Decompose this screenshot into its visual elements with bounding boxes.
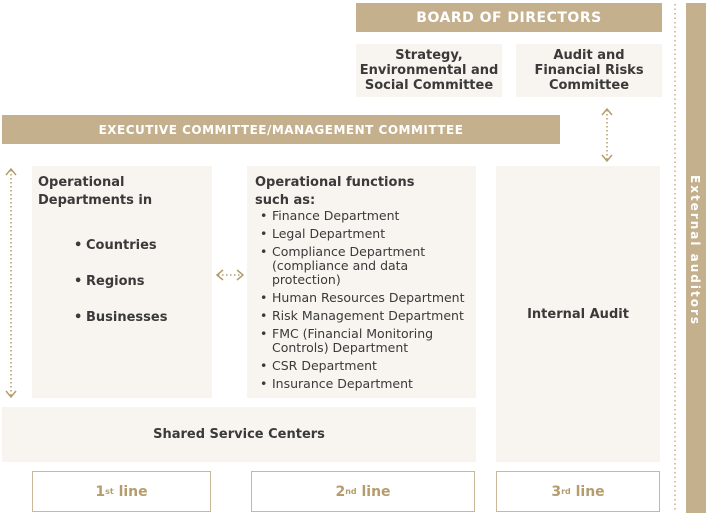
shared-service-centers-band: Shared Service Centers [2, 407, 476, 462]
list-item: • CSR Department [260, 359, 474, 373]
operational-functions-panel [247, 166, 476, 398]
external-separator-dots [673, 3, 677, 513]
internal-audit-panel: Internal Audit [496, 166, 660, 462]
audit-link-arrow [600, 106, 614, 164]
operational-departments-panel [32, 166, 212, 398]
external-auditors-bar [686, 3, 706, 513]
operational-departments-title: Operational Departments in [38, 175, 153, 208]
left-vertical-arrow [3, 166, 19, 400]
operational-departments-list [74, 237, 167, 327]
horizontal-link-arrow [214, 268, 246, 282]
first-line-box: 1 st line [32, 471, 211, 512]
list-item: • Human Resources Department [260, 291, 474, 305]
line-number: 2 [335, 483, 346, 500]
line-word: line [118, 483, 148, 500]
list-item: • Countries [74, 237, 167, 255]
line-word: line [575, 483, 605, 500]
third-line-box: 3 rd line [496, 471, 660, 512]
list-item: • Compliance Department (compliance and data protection) [260, 245, 447, 287]
second-line-box: 2 nd line [251, 471, 475, 512]
audit-committee-box: Audit and Financial Risks Committee [516, 44, 662, 97]
list-item: • Insurance Department [260, 377, 474, 391]
operational-functions-list [260, 209, 474, 391]
line-number: 1 [95, 483, 106, 500]
list-item: • Finance Department [260, 209, 474, 223]
list-item: • Legal Department [260, 227, 474, 241]
executive-committee-banner: EXECUTIVE COMMITTEE/MANAGEMENT COMMITTEE [2, 115, 560, 144]
line-word: line [361, 483, 391, 500]
list-item: • Regions [74, 273, 167, 291]
list-item: • Risk Management Department [260, 309, 474, 323]
board-of-directors-banner: BOARD OF DIRECTORS [356, 3, 662, 32]
list-item: • Businesses [74, 309, 167, 327]
strategy-committee-box: Strategy, Environmental and Social Committee [356, 44, 502, 97]
external-auditors-label: External auditors [688, 175, 702, 327]
operational-functions-title: Operational functions such as: [255, 175, 415, 208]
line-number: 3 [551, 483, 562, 500]
list-item: • FMC (Financial Monitoring Controls) Department [260, 327, 457, 355]
